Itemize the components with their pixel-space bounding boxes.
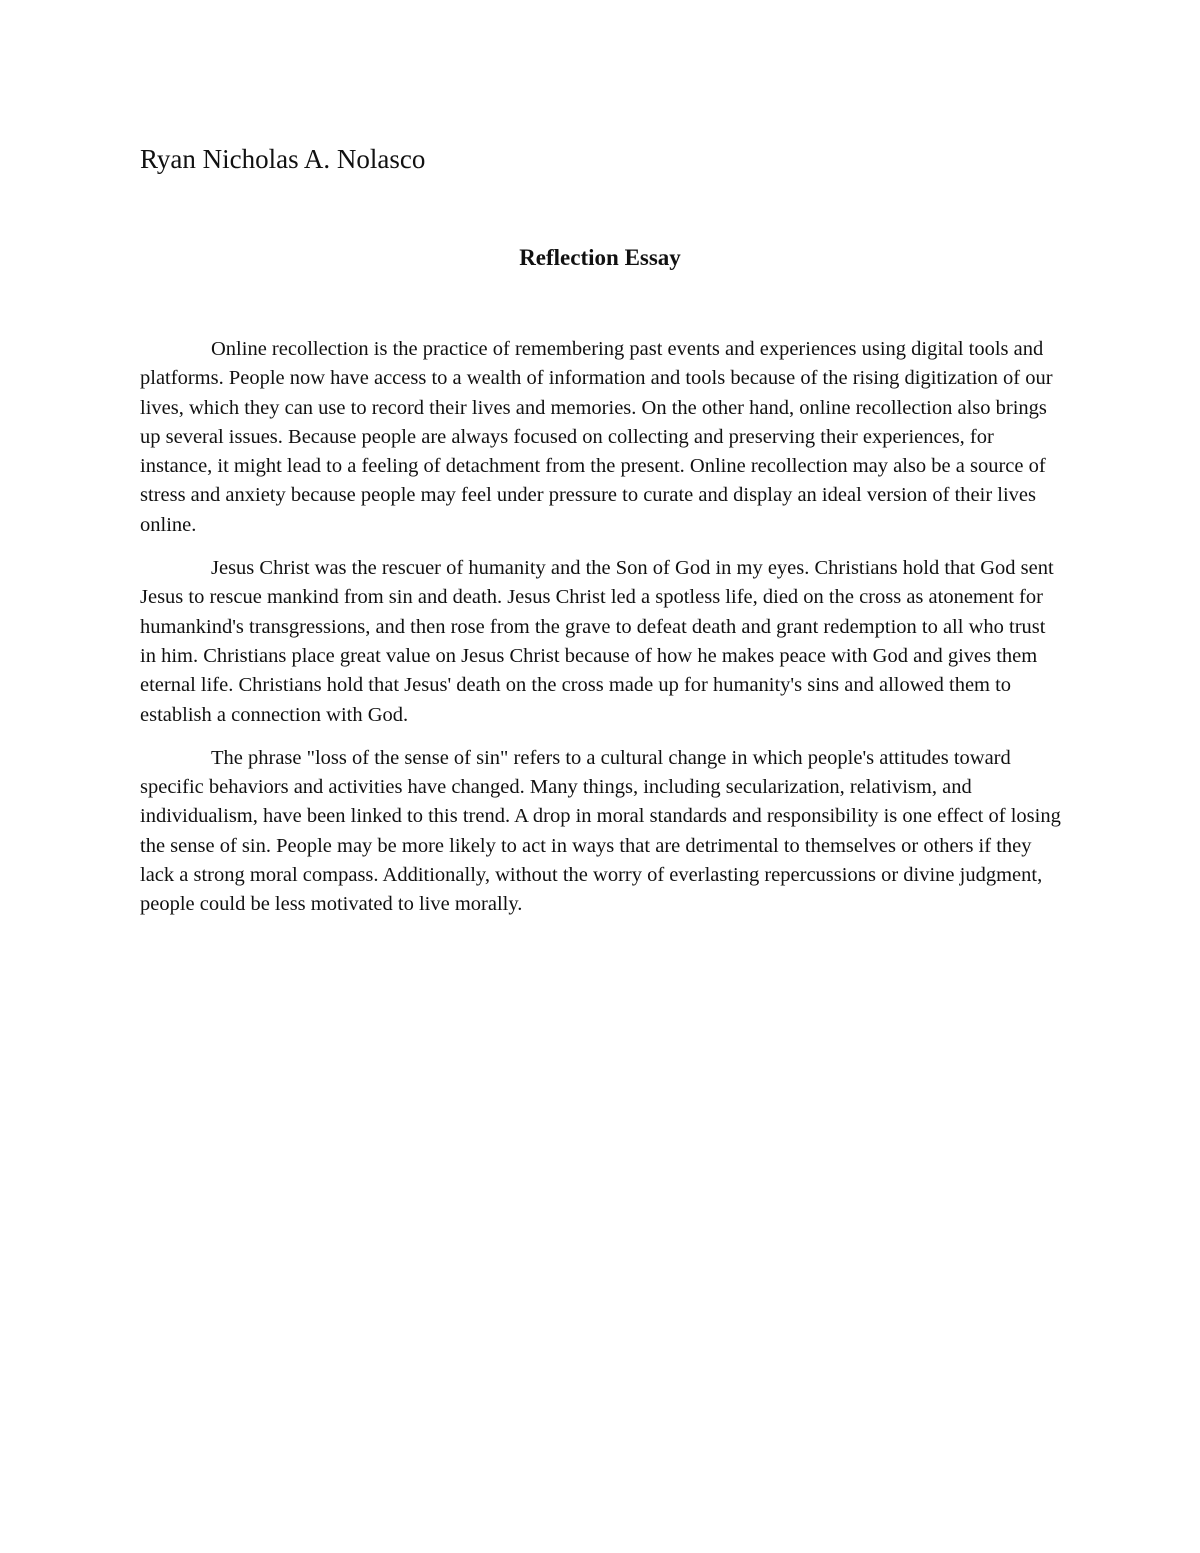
essay-body (140, 335, 1065, 934)
essay-paragraph-1: Online recollection is the practice of remembering past events and experiences using digital tools and platforms. People now have access to a wealth of information and tools because of the rising digitization of our lives, which they can use to record their lives and memories. On the other hand, online recollection also brings up several issues. Because people are always focused on collecting and preserving their experiences, for instance, it might lead to a feeling of detachment from the present. Online recollection may also be a source of stress and anxiety because people may feel under pressure to curate and display an ideal version of their lives online. (140, 338, 1053, 536)
author-name: Ryan Nicholas A. Nolasco (140, 144, 426, 174)
essay-paragraph-3: The phrase "loss of the sense of sin" refers to a cultural change in which people's attitudes toward specific behaviors and activities have changed. Many things, including secularization, relativism, and individualism, have been linked to this trend. A drop in moral standards and responsibility is one effect of losing the sense of sin. People may be more likely to act in ways that are detrimental to themselves or others if they lack a strong moral compass. Additionally, without the worry of everlasting repercussions or divine judgment, people could be less motivated to live morally. (140, 746, 1061, 916)
essay-title: Reflection Essay (519, 245, 681, 270)
essay-paragraph-2: Jesus Christ was the rescuer of humanity and the Son of God in my eyes. Christians hold that God sent Jesus to rescue mankind from sin and death. Jesus Christ led a spotless life, died on the cross as atonement for humankind's transgressions, and then rose from the grave to defeat death and grant redemption to all who trust in him. Christians place great value on Jesus Christ because of how he makes peace with God and gives them eternal life. Christians hold that Jesus' death on the cross made up for humanity's sins and allowed them to establish a connection with God. (140, 557, 1054, 726)
